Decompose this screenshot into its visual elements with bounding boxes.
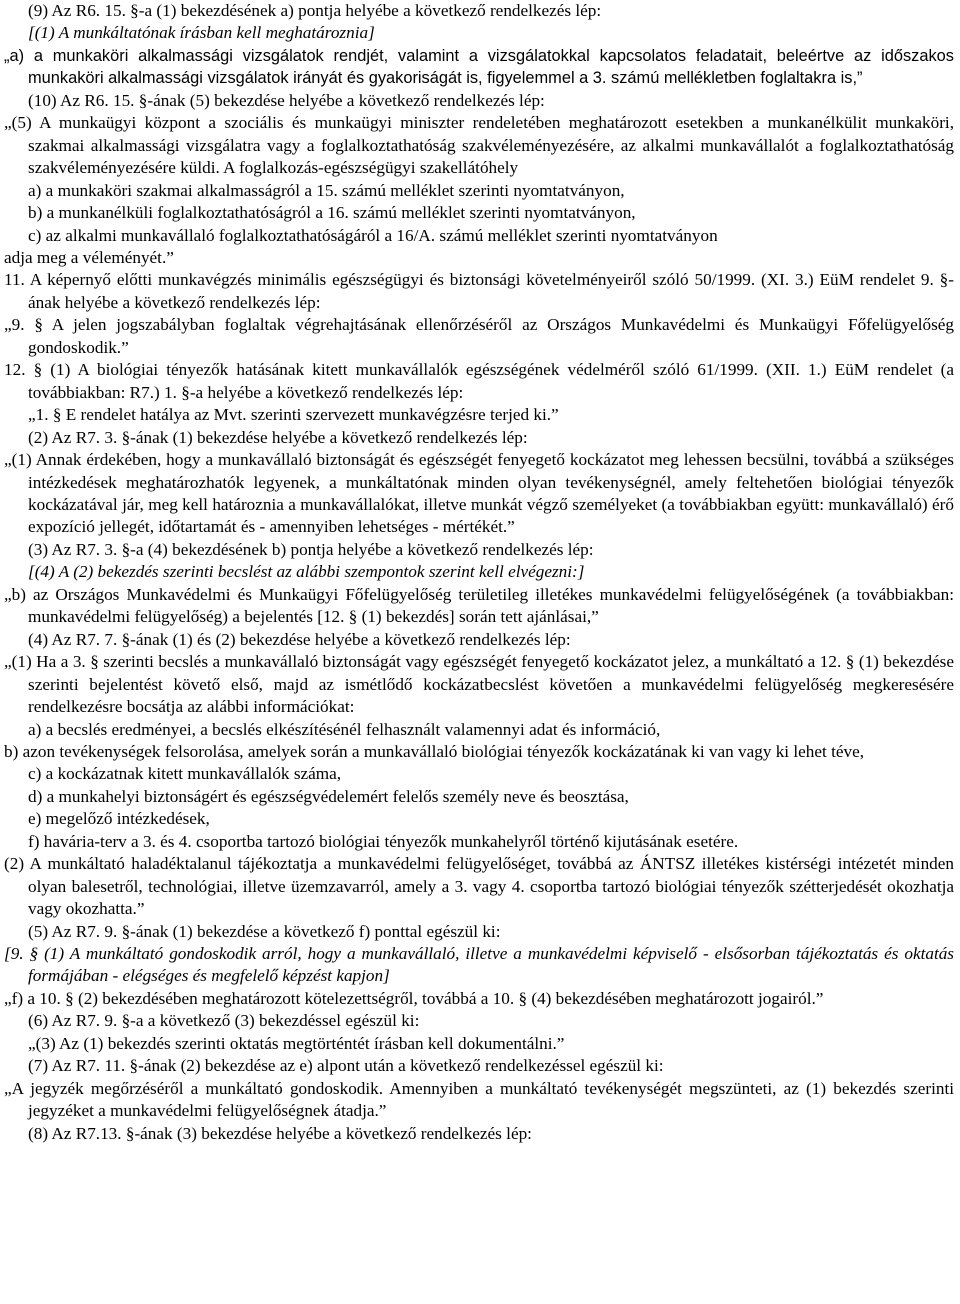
- paragraph: (8) Az R7.13. §-ának (3) bekezdése helyébe a következő rendelkezés lép:: [28, 1123, 532, 1143]
- paragraph: (3) Az R7. 3. §-a (4) bekezdésének b) pontja helyébe a következő rendelkezés lép:: [28, 539, 594, 559]
- paragraph: adja meg a véleményét.”: [4, 247, 174, 267]
- amended-text: „A jegyzék megőrzéséről a munkáltató gondoskodik. Amennyiben a munkáltató tevékenységét megszünteti, az (1) bekezdés szerinti jegyzéket a munkavédelmi felügyelőségnek átadja.”: [4, 1078, 954, 1121]
- section-heading: 12. § (1) A biológiai tényezők hatásának kitett munkavállalók egészségének védelméről szóló 61/1999. (XII. 1.) EüM rendelet (a továbbiakban: R7.) 1. §-a helyébe a következő rendelkezés lép:: [4, 360, 954, 402]
- list-item: a) a munkaköri szakmai alkalmasságról a 15. számú melléklet szerinti nyomtatványon,: [28, 180, 625, 200]
- amended-text: „(1) Ha a 3. § szerinti becslés a munkavállaló biztonságát vagy egészségét fenyegető kockázatot jelez, a munkáltató a 12. § (1) bekezdése szerinti bejelentést követő első, majd az ismétlődő kockázatbecslést követően a munkavédelmi felügyelőség megkeresésére rendelkezésre bocsátja az alábbi információkat:: [4, 652, 954, 717]
- bracketed-context: [4, 22, 954, 44]
- paragraph: (9) Az R6. 15. §-a (1) bekezdésének a) pontja helyébe a következő rendelkezés lép:: [28, 1, 602, 20]
- list-item: b) azon tevékenységek felsorolása, amelyek során a munkavállaló biológiai tényezők kockázatának ki van vagy ki lehet téve,: [4, 741, 864, 761]
- paragraph: (10) Az R6. 15. §-ának (5) bekezdése helyébe a következő rendelkezés lép:: [28, 90, 545, 110]
- amended-text: „9. § A jelen jogszabályban foglaltak végrehajtásának ellenőrzéséről az Országos Munkavédelmi és Munkaügyi Főfelügyelőség gondoskodik.”: [4, 315, 954, 357]
- amended-text: „(1) Annak érdekében, hogy a munkavállaló biztonságát és egészségét fenyegető kockázatot meg lehessen becsülni, továbbá a szükséges intézkedések meghatározhatók legyenek, a munkáltatónak minden olyan tevékenységnél, amely feltehetően biológiai tényezők kockázatával jár, meg kell határoznia a munkavállalókat, illetve munkát végző személyeket (a továbbiakban együtt: munkavállaló) érő expozíció jellegét, időtartamát és - amennyiben lehetséges - mértékét.”: [4, 450, 954, 537]
- bracketed-context: [4, 943, 954, 988]
- amended-text: „f) a 10. § (2) bekezdésében meghatározott kötelezettségről, továbbá a 10. § (4) bekezdésében meghatározott jogairól.”: [4, 988, 824, 1008]
- list-item: b) a munkanélküli foglalkoztathatóságról a 16. számú melléklet szerinti nyomtatványon,: [28, 203, 636, 223]
- italic-text: [(1) A munkáltatónak írásban kell meghatároznia]: [28, 23, 375, 43]
- list-item: a) a becslés eredményei, a becslés elkészítésénél felhasznált valamennyi adat és információ,: [28, 719, 661, 739]
- italic-text: [9. § (1) A munkáltató gondoskodik arról, hogy a munkavállaló, illetve a munkavédelmi képviselő - elsősorban tájékoztatás és oktatás formájában - elégséges és megfelelő képzést kapjon]: [4, 944, 954, 986]
- list-item: c) a kockázatnak kitett munkavállalók száma,: [28, 764, 342, 784]
- paragraph: (6) Az R7. 9. §-a a következő (3) bekezdéssel egészül ki:: [28, 1011, 420, 1031]
- amended-text: „(3) Az (1) bekezdés szerinti oktatás megtörténtét írásban kell dokumentálni.”: [28, 1033, 565, 1053]
- paragraph: (2) Az R7. 3. §-ának (1) bekezdése helyébe a következő rendelkezés lép:: [28, 427, 528, 447]
- amended-text: „b) az Országos Munkavédelmi és Munkaügyi Főfelügyelőség területileg illetékes munkavédelmi felügyelőségének (a továbbiakban: munkavédelmi felügyelőség) a bejelentés [12. § (1) bekezdés] során tett ajánlásai,”: [4, 584, 954, 627]
- bracketed-context: [4, 561, 954, 583]
- paragraph: (7) Az R7. 11. §-ának (2) bekezdése az e) alpont után a következő rendelkezéssel egészül ki:: [28, 1056, 664, 1076]
- italic-text: [(4) A (2) bekezdés szerinti becslést az alábbi szempontok szerint kell elvégezni:]: [28, 562, 585, 582]
- amended-text: „a) a munkaköri alkalmassági vizsgálatok rendjét, valamint a vizsgálatokkal kapcsolatos feladatait, beleértve az időszakos munkaköri alkalmassági vizsgálatok irányát és gyakoriságát is, figyelemmel a 3. számú mellékletben foglaltakra is,”: [4, 46, 954, 88]
- list-item: e) megelőző intézkedések,: [28, 809, 210, 829]
- paragraph: (5) Az R7. 9. §-ának (1) bekezdése a következő f) ponttal egészül ki:: [28, 921, 501, 941]
- section-heading: 11. A képernyő előtti munkavégzés minimális egészségügyi és biztonsági követelményeiről szóló 50/1999. (XI. 3.) EüM rendelet 9. §-ának helyébe a következő rendelkezés lép:: [4, 270, 954, 312]
- paragraph: (4) Az R7. 7. §-ának (1) és (2) bekezdése helyébe a következő rendelkezés lép:: [28, 629, 571, 649]
- amended-text: (2) A munkáltató haladéktalanul tájékoztatja a munkavédelmi felügyelőséget, továbbá az ÁNTSZ illetékes kistérségi intézetét minden olyan balesetről, technológiai, illetve üzemzavarról, amely a 3. vagy 4. csoportba tartozó biológiai tényezők szétterjedését okozhatja vagy okozhatta.”: [4, 854, 954, 919]
- amended-text: „1. § E rendelet hatálya az Mvt. szerinti szervezett munkavégzésre terjed ki.”: [28, 405, 559, 425]
- amended-text: „(5) A munkaügyi központ a szociális és munkaügyi miniszter rendeletében meghatározott esetekben a munkanélkülit munkaköri, szakmai alkalmassági vizsgálatra vagy a foglalkoztathatóság szakvéleményezésére, az alkalmi munkavállalót a foglalkoztathatóság szakvéleményezésére küldi. A foglalkozás-egészségügyi szakellátóhely: [4, 113, 954, 178]
- list-item: d) a munkahelyi biztonságért és egészségvédelemért felelős személy neve és beosztása,: [28, 786, 629, 806]
- list-item: c) az alkalmi munkavállaló foglalkoztathatóságáról a 16/A. számú melléklet szerinti nyomtatványon: [28, 225, 718, 245]
- list-item: f) haváriа-terv a 3. és 4. csoportba tartozó biológiai tényezők munkahelyről történő kijutásának esetére.: [28, 831, 739, 851]
